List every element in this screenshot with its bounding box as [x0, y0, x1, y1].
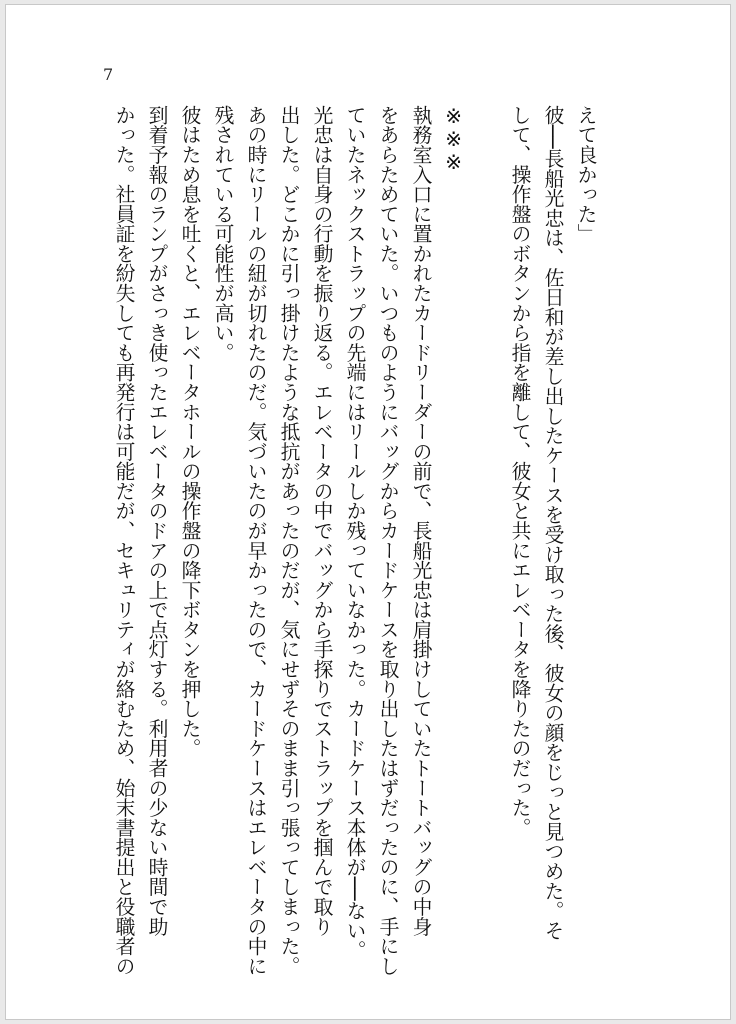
text-line: 執務室入口に置かれたカードリーダーの前で、長船光忠は肩掛けしていたトートバッグの中身 — [409, 105, 432, 937]
text-line: 彼はため息を吐くと、エレベータホールの操作盤の降下ボタンを押した。 — [178, 105, 201, 759]
text-line: 彼──長船光忠は、佐日和が差し出したケースを受け取った後、彼女の顔をじっと見つめた。そ — [541, 105, 564, 941]
page-number: 7 — [103, 65, 114, 84]
blank-line — [470, 105, 503, 905]
text-line: をあらためていた。いつものようにバッグからカードケースを取り出したはずだったのに、手にし — [376, 105, 399, 976]
document-page — [5, 4, 731, 1020]
vertical-text-body — [107, 105, 602, 976]
text-line: あの時にリールの紐が切れたのだ。気づいたのが早かったので、カードケースはエレベータの中に — [244, 105, 267, 976]
text-line: 光忠は自身の行動を振り返る。エレベータの中でバッグから手探りでストラップを掴んで取り — [310, 105, 333, 937]
text-line: して、操作盤のボタンから指を離して、彼女と共にエレベータを降りたのだった。 — [508, 105, 531, 838]
text-line: 到着予報のランプがさっき使ったエレベータのドアの上で点灯する。利用者の少ない時間で助 — [145, 105, 168, 937]
section-break: ※※※ — [442, 105, 465, 174]
text-line: 出した。どこかに引っ掛けたような抵抗があったのだが、気にせずそのまま引っ張ってしまった。 — [277, 105, 300, 976]
text-line: 残されている可能性が高い。 — [211, 105, 234, 363]
text-line: ていたネックストラップの先端にはリールしか残っていなかった。カードケース本体が──ない。 — [343, 105, 366, 960]
text-line: えて良かった」 — [574, 105, 597, 244]
text-line: かった。社員証を紛失しても再発行は可能だが、セキュリティが絡むため、始末書提出と役職者の — [112, 105, 135, 976]
